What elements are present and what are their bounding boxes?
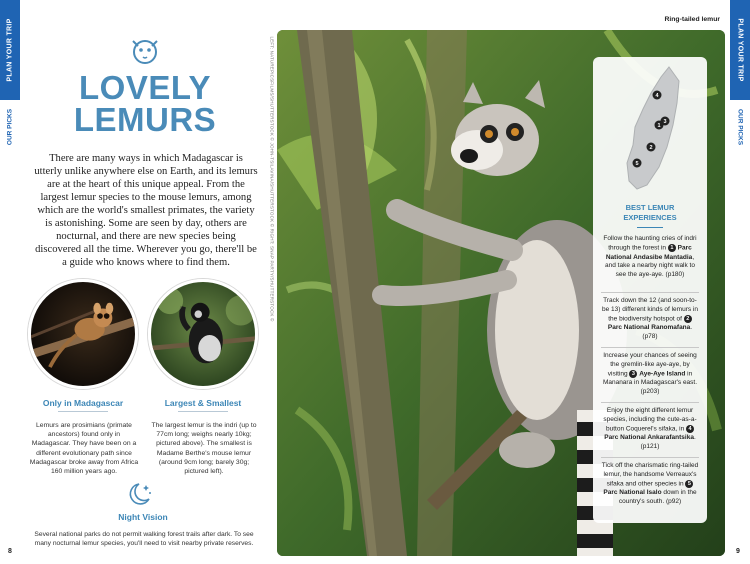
- svg-text:4: 4: [655, 93, 659, 99]
- page-number-right: 9: [736, 548, 740, 555]
- experience-text: Increase your chances of seeing the gremlin-like aye-aye, by visiting: [603, 352, 697, 378]
- svg-text:2: 2: [649, 145, 653, 151]
- experience-text: . (p78): [642, 324, 693, 341]
- experience-text: Follow the haunting cries of indri through the forest in: [603, 235, 697, 252]
- experience-1: [601, 235, 699, 280]
- experience-2: [601, 297, 699, 342]
- title-line-1: LOVELY: [79, 69, 211, 106]
- mouse-lemur-photo: [28, 279, 138, 389]
- title-line-2: LEMURS: [73, 101, 217, 138]
- photo-caption: Ring-tailed lemur: [664, 16, 720, 23]
- experience-3: [601, 352, 699, 397]
- number-badge: 1: [668, 244, 676, 252]
- place-name: Parc National Ankarafantsika: [604, 434, 694, 442]
- experience-text: Enjoy the eight different lemur species, including the cute-as-a-button Coquerel's sifaka, in: [603, 407, 697, 433]
- moon-stars-icon: [128, 481, 154, 507]
- experience-text: Track down the 12 (and soon-to-be 13) different kinds of lemurs in the biodiversity hotspot of: [602, 297, 698, 323]
- section-tab-label: PLAN YOUR TRIP: [6, 18, 14, 82]
- photo-credit: [268, 36, 276, 322]
- page-title: [40, 69, 250, 138]
- place-name: Parc National Ranomafana: [607, 324, 691, 332]
- place-name: Aye-Aye Island: [639, 370, 686, 378]
- divider: [601, 457, 699, 458]
- photo-credit-text: LEFT: NATUREPICSFILMS/SHUTTERSTOCK © JOHN-TSILAVINA/SHUTTERSTOCK © RIGHT: SNAP PARTY/SHUTTERSTOCK ©: [269, 36, 275, 322]
- experience-text: Tick off the charismatic ring-tailed lemur, the handsome Verreaux's sifaka and other species in: [601, 462, 699, 488]
- experience-text: , and take a nearby night walk to see the aye-aye. (p180): [605, 253, 695, 279]
- panel-title: [593, 203, 707, 223]
- subsection-tab-label: OUR PICKS: [736, 108, 744, 146]
- section-tab[interactable]: [0, 0, 20, 100]
- page-number-left: 8: [8, 548, 12, 555]
- subsection-tab-label: OUR PICKS: [6, 108, 14, 146]
- svg-text:1: 1: [657, 123, 661, 129]
- number-badge: 3: [629, 370, 637, 378]
- place-name: Parc National Andasibe Mantadia: [605, 244, 693, 261]
- experience-text: down in the country's south. (p92): [618, 489, 697, 506]
- number-badge: 5: [685, 480, 693, 488]
- subsection-tab[interactable]: [730, 104, 750, 150]
- panel-title-line-1: BEST LEMUR: [625, 203, 675, 212]
- box2-text: The largest lemur is the indri (up to 77cm long; weighs nearly 10kg; pictured above). The smallest is Madame Berthe's mouse lemur (around 9cm long; barely 30g; pictured left).: [151, 422, 257, 476]
- box1-rule: [58, 411, 108, 412]
- number-badge: 4: [686, 425, 694, 433]
- panel-title-rule: [637, 227, 663, 228]
- best-experiences-panel: [593, 57, 707, 523]
- box2-rule: [178, 411, 228, 412]
- svg-text:3: 3: [663, 119, 667, 125]
- side-tab-right: [730, 0, 750, 150]
- indri-photo: [148, 279, 258, 389]
- experience-text: . (p121): [640, 434, 696, 451]
- experience-5: [601, 462, 699, 507]
- box1-title: Only in Madagascar: [42, 398, 124, 408]
- intro-paragraph: There are many ways in which Madagascar is utterly unlike anywhere else on Earth, and its lemurs are at the heart of this unique appeal. From the largest lemur species to the mouse lemurs, among which are the world's smallest primates, the variety is astonishing. Some are seen by day, others are nocturnal, and there are new species being discovered all the time. Wherever you go, there'll be a guide who knows where to find them.: [34, 153, 258, 268]
- box1-text: Lemurs are prosimians (primate ancestors) found only in Madagascar. They have been on a different evolutionary path since Madagascar broke away from Africa 160 million years ago.: [29, 422, 139, 476]
- svg-text:5: 5: [635, 161, 639, 167]
- divider: [601, 347, 699, 348]
- experience-4: [601, 407, 699, 452]
- experience-text: in Mananara in Madagascar's east. (p203): [602, 370, 698, 396]
- place-name: Parc National Isalo: [603, 489, 662, 497]
- box2-title: Largest & Smallest: [164, 398, 242, 408]
- panel-title-line-2: EXPERIENCES: [623, 213, 677, 222]
- lemur-face-icon: [129, 37, 161, 65]
- divider: [601, 292, 699, 293]
- night-vision-text: Several national parks do not permit walking forest trails after dark. To see many nocturnal lemur species, you'll need to visit nearby private reserves.: [34, 531, 254, 547]
- divider: [601, 402, 699, 403]
- subsection-tab[interactable]: [0, 104, 20, 150]
- section-tab-label: PLAN YOUR TRIP: [736, 18, 744, 82]
- madagascar-map: [617, 63, 685, 193]
- number-badge: 2: [684, 315, 692, 323]
- section-tab[interactable]: [730, 0, 750, 100]
- side-tab-left: [0, 0, 20, 150]
- night-vision-title: Night Vision: [118, 512, 168, 522]
